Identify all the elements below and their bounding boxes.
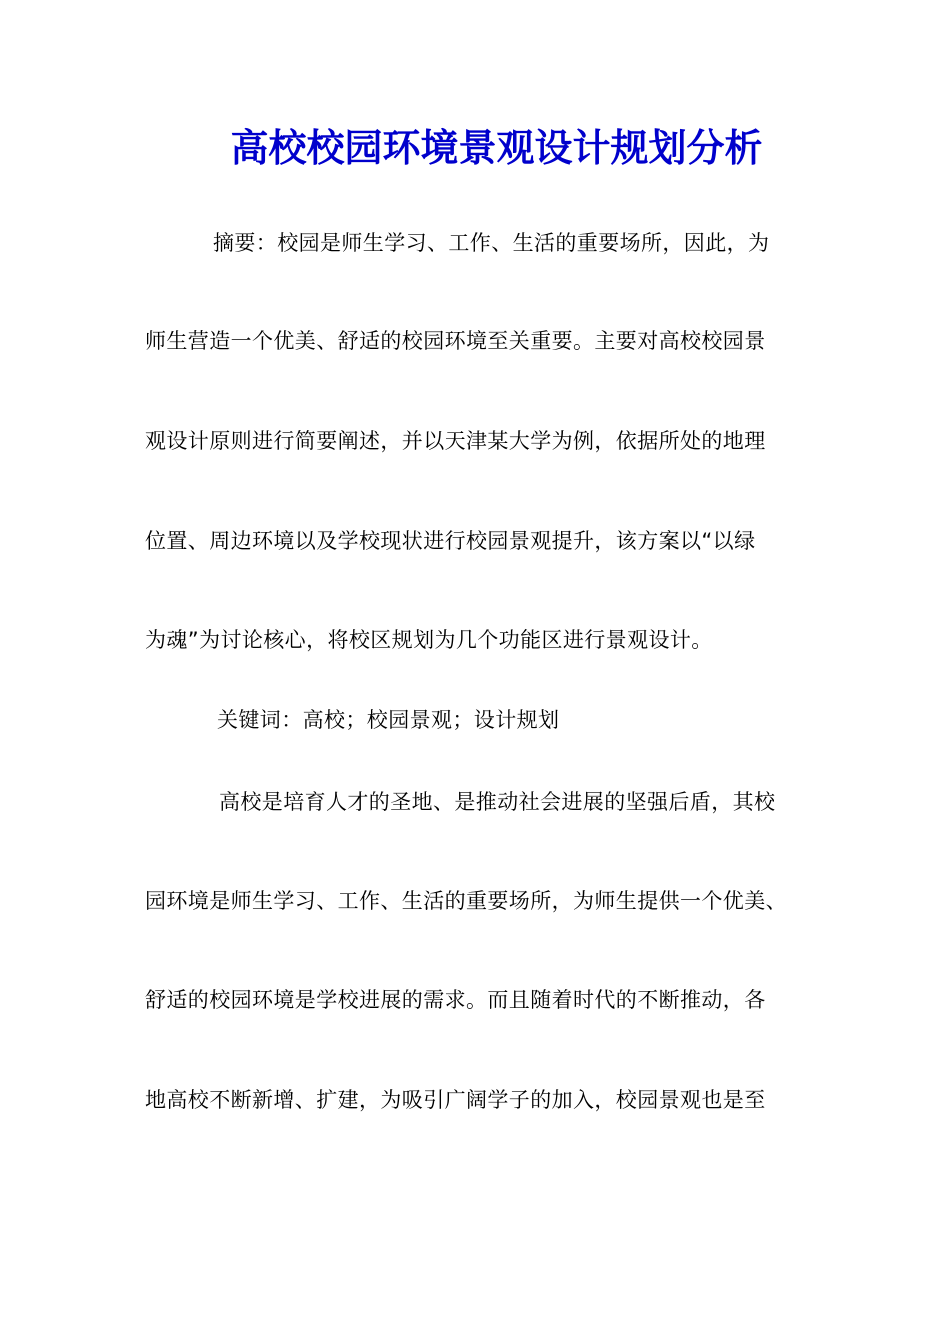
abstract-line-4: 位置、周边环境以及学校现状进行校园景观提升，该方案以“以绿 <box>145 529 756 553</box>
keywords-line: 关键词：高校；校园景观；设计规划 <box>217 708 560 732</box>
body-line-4: 地高校不断新增、扩建，为吸引广阔学子的加入，校园景观也是至 <box>145 1088 766 1112</box>
body-line-2: 园环境是师生学习、工作、生活的重要场所，为师生提供一个优美、 <box>145 889 787 913</box>
body-line-3: 舒适的校园环境是学校进展的需求。而且随着时代的不断推动，各 <box>145 988 766 1012</box>
abstract-line-1: 摘要：校园是师生学习、工作、生活的重要场所，因此，为 <box>213 231 770 255</box>
abstract-line-2: 师生营造一个优美、舒适的校园环境至关重要。主要对高校校园景 <box>145 329 766 353</box>
body-line-1: 高校是培育人才的圣地、是推动社会进展的坚强后盾，其校 <box>219 790 776 814</box>
document-title: 高校校园环境景观设计规划分析 <box>230 125 763 170</box>
abstract-line-5: 为魂”为讨论核心，将校区规划为几个功能区进行景观设计。 <box>145 628 713 652</box>
abstract-line-3: 观设计原则进行简要阐述，并以天津某大学为例，依据所处的地理 <box>145 429 766 453</box>
